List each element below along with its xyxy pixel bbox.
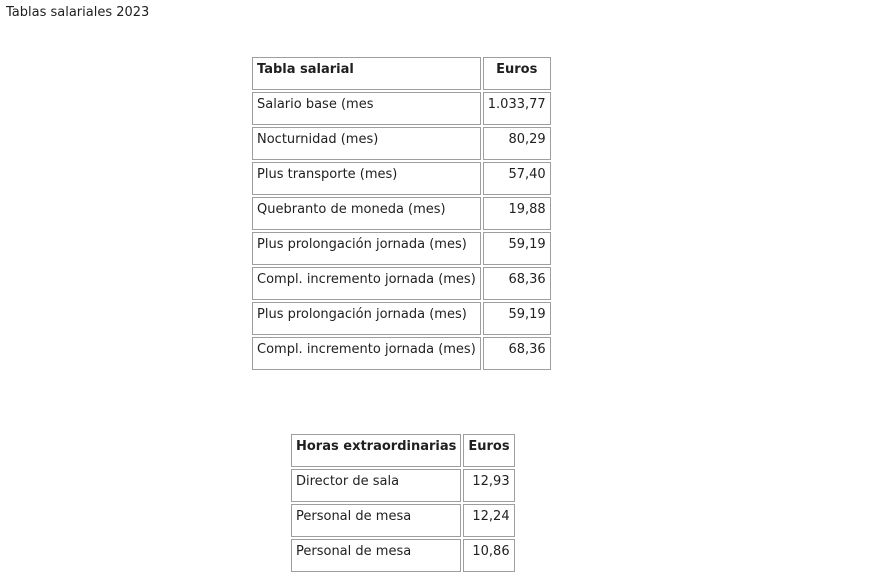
concept-cell: Compl. incremento jornada (mes) [252,337,481,370]
table-row [252,337,551,370]
concept-cell: Salario base (mes [252,92,481,125]
concept-cell: Quebranto de moneda (mes) [252,197,481,230]
salary-table-header-concept: Tabla salarial [252,57,481,90]
table-row [252,162,551,195]
table-row [291,504,515,537]
overtime-table-header-row [291,434,515,467]
concept-cell: Plus prolongación jornada (mes) [252,302,481,335]
table-row [252,127,551,160]
concept-cell: Director de sala [291,469,461,502]
table-row [252,302,551,335]
concept-cell: Compl. incremento jornada (mes) [252,267,481,300]
value-cell: 59,19 [483,302,551,335]
table-row [252,92,551,125]
page-title: Tablas salariales 2023 [6,5,150,20]
concept-cell: Personal de mesa [291,539,461,572]
value-cell: 19,88 [483,197,551,230]
table-row [252,232,551,265]
value-cell: 10,86 [463,539,514,572]
table-row [291,469,515,502]
value-cell: 12,24 [463,504,514,537]
value-cell: 68,36 [483,337,551,370]
concept-cell: Plus prolongación jornada (mes) [252,232,481,265]
value-cell: 80,29 [483,127,551,160]
value-cell: 59,19 [483,232,551,265]
concept-cell: Nocturnidad (mes) [252,127,481,160]
overtime-table-header-concept: Horas extraordinarias [291,434,461,467]
table-row [252,197,551,230]
table-row [291,539,515,572]
overtime-table-header-euros: Euros [463,434,514,467]
value-cell: 68,36 [483,267,551,300]
overtime-table [289,432,517,574]
salary-table-header-row [252,57,551,90]
value-cell: 12,93 [463,469,514,502]
concept-cell: Plus transporte (mes) [252,162,481,195]
value-cell: 1.033,77 [483,92,551,125]
salary-table-header-euros: Euros [483,57,551,90]
concept-cell: Personal de mesa [291,504,461,537]
table-row [252,267,551,300]
value-cell: 57,40 [483,162,551,195]
salary-table [250,55,553,372]
